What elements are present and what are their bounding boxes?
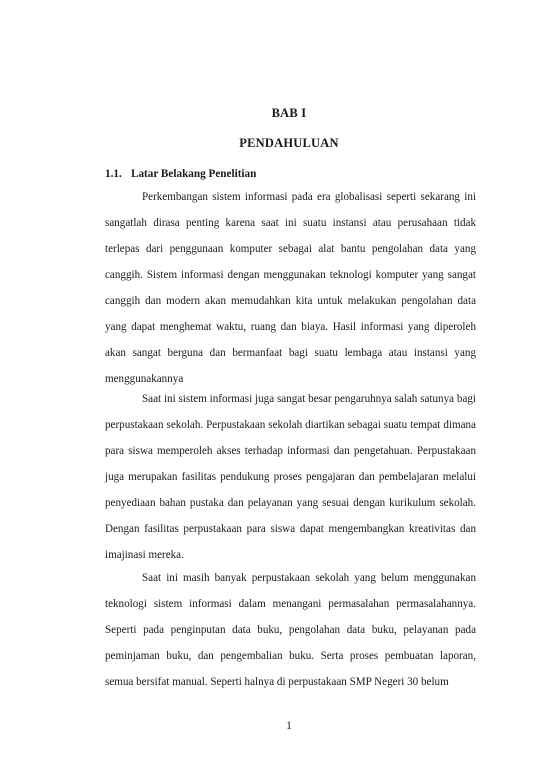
paragraph: Saat ini masih banyak perpustakaan sekolah yang belum menggunakan teknologi sistem informasi dalam menangani permasalahan permasalahannya. Seperti pada penginputan data buku, pengolahan data buku, pelayanan pada peminjaman buku, dan pengembalian buku. Serta proses pembuatan laporan, semua bersifat manual. Seperti halnya di perpustakaan SMP Negeri 30 belum (105, 572, 476, 688)
chapter-label: BAB I (271, 106, 307, 120)
chapter-title: PENDAHULUAN (239, 136, 339, 150)
paragraph: Perkembangan sistem informasi pada era globalisasi seperti sekarang ini sangatlah dirasa penting karena saat ini suatu instansi atau perusahaan tidak terlepas dari penggunaan komputer sebagai alat bantu pengolahan data yang canggih. Sistem informasi dengan menggunakan teknologi komputer yang sangat canggih dan modern akan memudahkan kita untuk melakukan pengolahan data yang dapat menghemat waktu, ruang dan biaya. Hasil informasi yang diperoleh akan sangat berguna dan bermanfaat bagi suatu lembaga atau instansi yang menggunakannya (105, 191, 476, 385)
section-number: 1.1. (105, 168, 122, 180)
page-number: 1 (286, 720, 292, 732)
section-heading (105, 168, 256, 180)
section-title: Latar Belakang Penelitian (131, 168, 257, 180)
paragraph: Saat ini sistem informasi juga sangat besar pengaruhnya salah satunya bagi perpustakaan sekolah. Perpustakaan sekolah diartikan sebagai suatu tempat dimana para siswa memperoleh akses terhadap informasi dan pengetahuan. Perpustakaan juga merupakan fasilitas pendukung proses pengajaran dan pembelajaran melalui penyediaan bahan pustaka dan pelayanan yang sesuai dengan kurikulum sekolah. Dengan fasilitas perpustakaan para siswa dapat mengembangkan kreativitas dan imajinasi mereka. (105, 393, 476, 561)
